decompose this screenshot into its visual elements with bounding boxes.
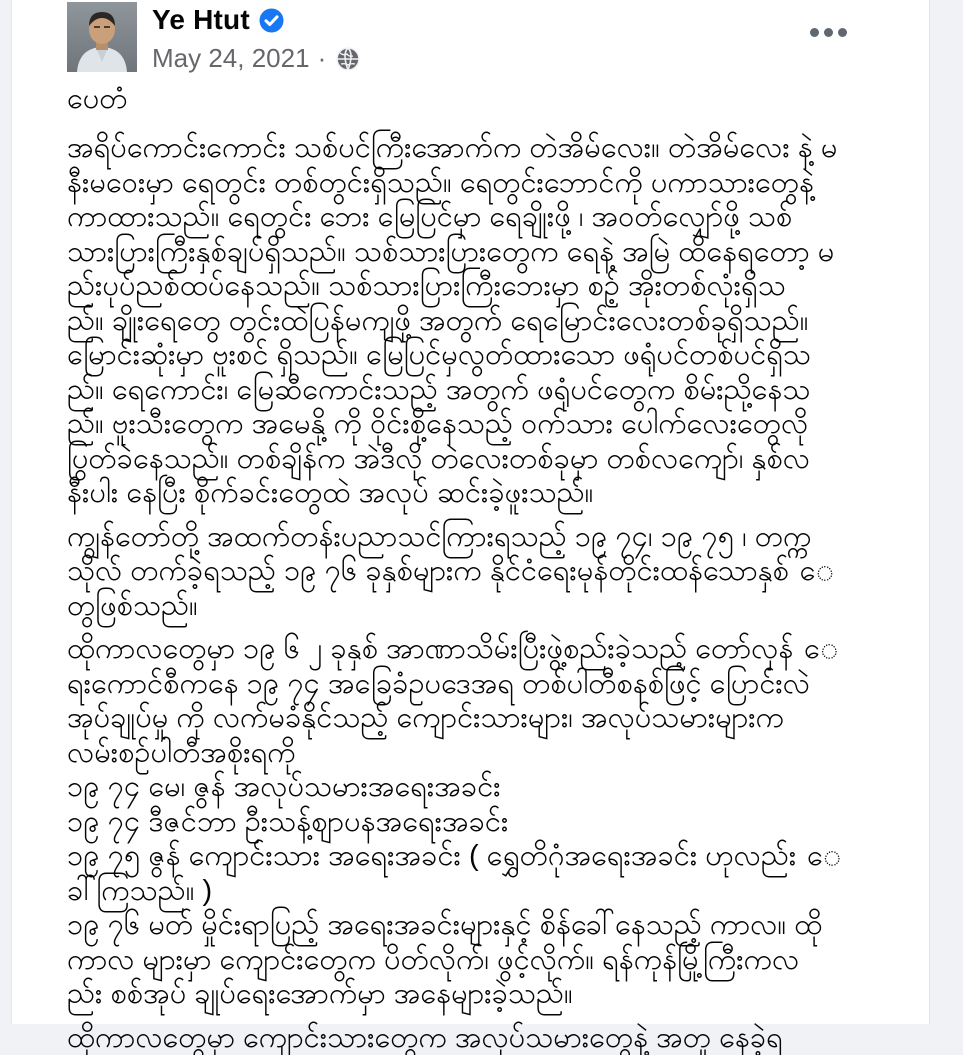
post-text-line: ည်။ ရေကောင်း၊ မြေဆီကောင်းသည့် အတွက် ဖရုံပင်တွေက စိမ်းညို့နေသ xyxy=(67,373,903,408)
dot-separator: · xyxy=(318,43,327,74)
post-header xyxy=(67,0,903,82)
post-paragraph xyxy=(67,632,903,1012)
post-paragraph xyxy=(67,1021,903,1055)
post-text-line: ထိုကာလတွေမှာ ၁၉ ၆ ၂ ခုနှစ် အာဏာသိမ်းပြီးဖွဲ့စည်းခဲ့သည့် တော်လှန် ေ xyxy=(67,632,903,667)
avatar-photo xyxy=(67,2,137,72)
post-text-line: ည်။ ဗူးသီးတွေက အမေနို့ ကို ဝိုင်းစို့နေသည့် ဝက်သား ပေါက်လေးတွေလို xyxy=(67,407,903,442)
post-timestamp-row[interactable] xyxy=(152,43,360,74)
post-text-line: နီးမဝေးမှာ ရေတွင်း တစ်တွင်းရှိသည်။ ရေတွင်းဘောင်ကို ပကာသားတွေနဲ့ xyxy=(67,166,903,201)
post-text-line: ထိုကာလတွေမှာ ကျောင်းသားတွေက အလုပ်သမားတွေနဲ့ အတူ နေခဲ့ရ xyxy=(67,1021,903,1055)
post-text-line: ခါ်ကြသည်။ ) xyxy=(67,874,903,909)
post-text-line: ပြွတ်ခဲနေသည်။ တစ်ချိန်က အဲဒီလို တဲလေးတစ်ခုမှာ တစ်လကျော်၊ နှစ်လ xyxy=(67,442,903,477)
post-text-line: ၁၉ ၇၄ ဒီဇင်ဘာ ဦးသန့်စျာပနအရေးအခင်း xyxy=(67,805,903,840)
post-date: May 24, 2021 xyxy=(152,43,310,74)
post-text-line: ၁၉ ၇၄ မေ၊ ဇွန် အလုပ်သမားအရေးအခင်း xyxy=(67,770,903,805)
post-text-line: ည်။ ချိုးရေတွေ တွင်းထဲပြန်မကျဖို့ အတွက် ရေမြောင်းလေးတစ်ခုရှိသည်။ xyxy=(67,304,903,339)
post-text-line: ည်း စစ်အုပ် ချုပ်ရေးအောက်မှာ အနေများခဲ့သည်။ xyxy=(67,977,903,1012)
post-text-line: မြောင်းဆုံးမှာ ဗူးစင် ရှိသည်။ မြေပြင်မှလွတ်ထားသော ဖရုံပင်တစ်ပင်ရှိသ xyxy=(67,338,903,373)
post-text-line: နီးပါး နေပြီး စိုက်ခင်းတွေထဲ အလုပ် ဆင်းခဲ့ဖူးသည်။ xyxy=(67,476,903,511)
post-text-line: ကျွန်တော်တို့ အထက်တန်းပညာသင်ကြားရသည့် ၁၉ ၇၄၊ ၁၉ ၇၅ ၊ တက္က xyxy=(67,520,903,555)
profile-name[interactable]: Ye Htut xyxy=(152,4,250,36)
post-paragraph xyxy=(67,520,903,624)
post-paragraphs xyxy=(67,131,903,1055)
post-title: ပေတံ xyxy=(67,82,903,117)
more-options-button[interactable] xyxy=(804,18,853,47)
post-text-line: အရိပ်ကောင်းကောင်း သစ်ပင်ကြီးအောက်က တဲအိမ်လေး။ တဲအိမ်လေး နဲ့ မ xyxy=(67,131,903,166)
post-text-line: ကာထားသည်။ ရေတွင်း ဘေး မြေပြင်မှာ ရေချိုးဖို့ ၊ အဝတ်လျှော်ဖို့ သစ် xyxy=(67,200,903,235)
ellipsis-icon xyxy=(824,28,833,37)
post-paragraph xyxy=(67,131,903,511)
post-text-line: ကာလ များမှာ ကျောင်းတွေက ပိတ်လိုက်၊ ဖွင့်လိုက်။ ရန်ကုန်မြို့ကြီးကလ xyxy=(67,943,903,978)
post-text-line: ရးကောင်စီကနေ ၁၉ ၇၄ အခြေခံဥပဒေအရ တစ်ပါတီစနစ်ဖြင့် ပြောင်းလဲ xyxy=(67,667,903,702)
post-body xyxy=(67,82,903,1055)
post-text-line: ည်းပုပ်ညစ်ထပ်နေသည်။ သစ်သားပြားကြီးဘေးမှာ စဉ့် အိုးတစ်လုံးရှိသ xyxy=(67,269,903,304)
globe-icon xyxy=(336,47,360,71)
verified-badge-icon xyxy=(259,8,284,33)
ellipsis-icon xyxy=(810,28,819,37)
post-text-line: သိုလ် တက်ခဲ့ရသည့် ၁၉ ၇၆ ခုနှစ်များက နိုင်ငံရေးမုန်တိုင်းထန်သောနှစ် ေ xyxy=(67,554,903,589)
avatar[interactable] xyxy=(67,2,137,72)
post-meta xyxy=(152,4,360,74)
post-text-line: လမ်းစဉ်ပါတီအစိုးရကို xyxy=(67,736,903,771)
post-text-line: တွဖြစ်သည်။ xyxy=(67,589,903,624)
post-text-line: အုပ်ချုပ်မှု ကို လက်မခံနိုင်သည့် ကျောင်းသားများ၊ အလုပ်သမားများက xyxy=(67,701,903,736)
post-text-line: ၁၉ ၇၆ မတ် မှိုင်းရာပြည့် အရေးအခင်းများနှင့် စိန်ခေါ်နေသည့် ကာလ။ ထို xyxy=(67,908,903,943)
name-row xyxy=(152,4,360,36)
post-card xyxy=(11,0,930,1024)
ellipsis-icon xyxy=(838,28,847,37)
post-text-line: ၁၉ ၇၅ ဇွန် ကျောင်းသား အရေးအခင်း ( ရွှေတိဂုံအရေးအခင်း ဟုလည်း ေ xyxy=(67,839,903,874)
post-text-line: သားပြားကြီးနှစ်ချပ်ရှိသည်။ သစ်သားပြားတွေက ရေနဲ့ အမြဲ ထိနေရတော့ မ xyxy=(67,235,903,270)
